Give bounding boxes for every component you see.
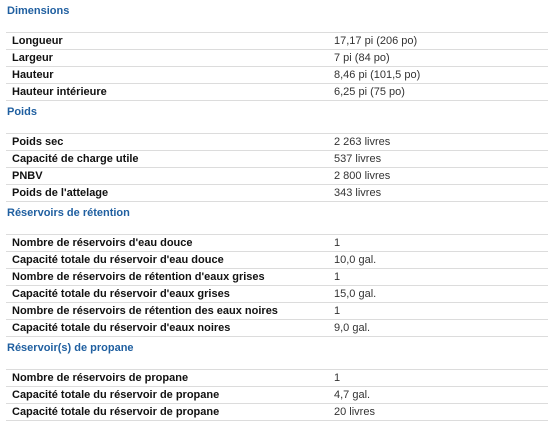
section-reservoirs-retention xyxy=(6,206,546,337)
section-title: Dimensions xyxy=(7,5,70,17)
table-row xyxy=(6,134,548,151)
table-row xyxy=(6,320,548,337)
spec-label: Nombre de réservoirs de propane xyxy=(6,370,330,387)
table-row xyxy=(6,185,548,202)
spec-label: Capacité totale du réservoir de propane xyxy=(6,404,330,421)
section-poids xyxy=(6,105,546,202)
spec-value: 20 livres xyxy=(330,404,548,421)
spec-value: 537 livres xyxy=(330,151,548,168)
table-row xyxy=(6,370,548,387)
spec-label: Nombre de réservoirs d'eau douce xyxy=(6,235,330,252)
spec-table-reservoirs xyxy=(6,234,548,337)
section-dimensions xyxy=(6,4,546,101)
spec-value: 1 xyxy=(330,269,548,286)
table-row xyxy=(6,404,548,421)
spec-table-dimensions xyxy=(6,32,548,101)
spec-value: 1 xyxy=(330,303,548,320)
table-row xyxy=(6,50,548,67)
spec-label: PNBV xyxy=(6,168,330,185)
section-title: Poids xyxy=(7,106,37,118)
table-row xyxy=(6,269,548,286)
table-row xyxy=(6,286,548,303)
spec-value: 343 livres xyxy=(330,185,548,202)
spec-table-propane xyxy=(6,369,548,421)
spec-label: Nombre de réservoirs de rétention d'eaux grises xyxy=(6,269,330,286)
spec-label: Poids sec xyxy=(6,134,330,151)
table-row xyxy=(6,252,548,269)
spec-value: 10,0 gal. xyxy=(330,252,548,269)
spec-value: 7 pi (84 po) xyxy=(330,50,548,67)
spec-value: 2 263 livres xyxy=(330,134,548,151)
spec-value: 1 xyxy=(330,370,548,387)
spec-value: 15,0 gal. xyxy=(330,286,548,303)
spec-label: Longueur xyxy=(6,33,330,50)
spec-label: Capacité de charge utile xyxy=(6,151,330,168)
table-row xyxy=(6,84,548,101)
spec-label: Capacité totale du réservoir d'eaux noires xyxy=(6,320,330,337)
table-row xyxy=(6,235,548,252)
table-row xyxy=(6,33,548,50)
spec-label: Poids de l'attelage xyxy=(6,185,330,202)
spec-value: 9,0 gal. xyxy=(330,320,548,337)
spec-value: 1 xyxy=(330,235,548,252)
table-row xyxy=(6,67,548,84)
spec-table-poids xyxy=(6,133,548,202)
specifications-page xyxy=(0,4,550,426)
table-row xyxy=(6,151,548,168)
spec-label: Capacité totale du réservoir d'eaux grises xyxy=(6,286,330,303)
spec-label: Capacité totale du réservoir d'eau douce xyxy=(6,252,330,269)
section-reservoirs-propane xyxy=(6,341,546,421)
spec-value: 8,46 pi (101,5 po) xyxy=(330,67,548,84)
table-row xyxy=(6,168,548,185)
table-row xyxy=(6,303,548,320)
spec-label: Capacité totale du réservoir de propane xyxy=(6,387,330,404)
spec-label: Nombre de réservoirs de rétention des eaux noires xyxy=(6,303,330,320)
spec-value: 2 800 livres xyxy=(330,168,548,185)
spec-label: Hauteur intérieure xyxy=(6,84,330,101)
section-title: Réservoirs de rétention xyxy=(7,207,130,219)
table-row xyxy=(6,387,548,404)
spec-value: 17,17 pi (206 po) xyxy=(330,33,548,50)
spec-value: 4,7 gal. xyxy=(330,387,548,404)
spec-value: 6,25 pi (75 po) xyxy=(330,84,548,101)
section-title: Réservoir(s) de propane xyxy=(7,342,134,354)
spec-label: Hauteur xyxy=(6,67,330,84)
spec-label: Largeur xyxy=(6,50,330,67)
